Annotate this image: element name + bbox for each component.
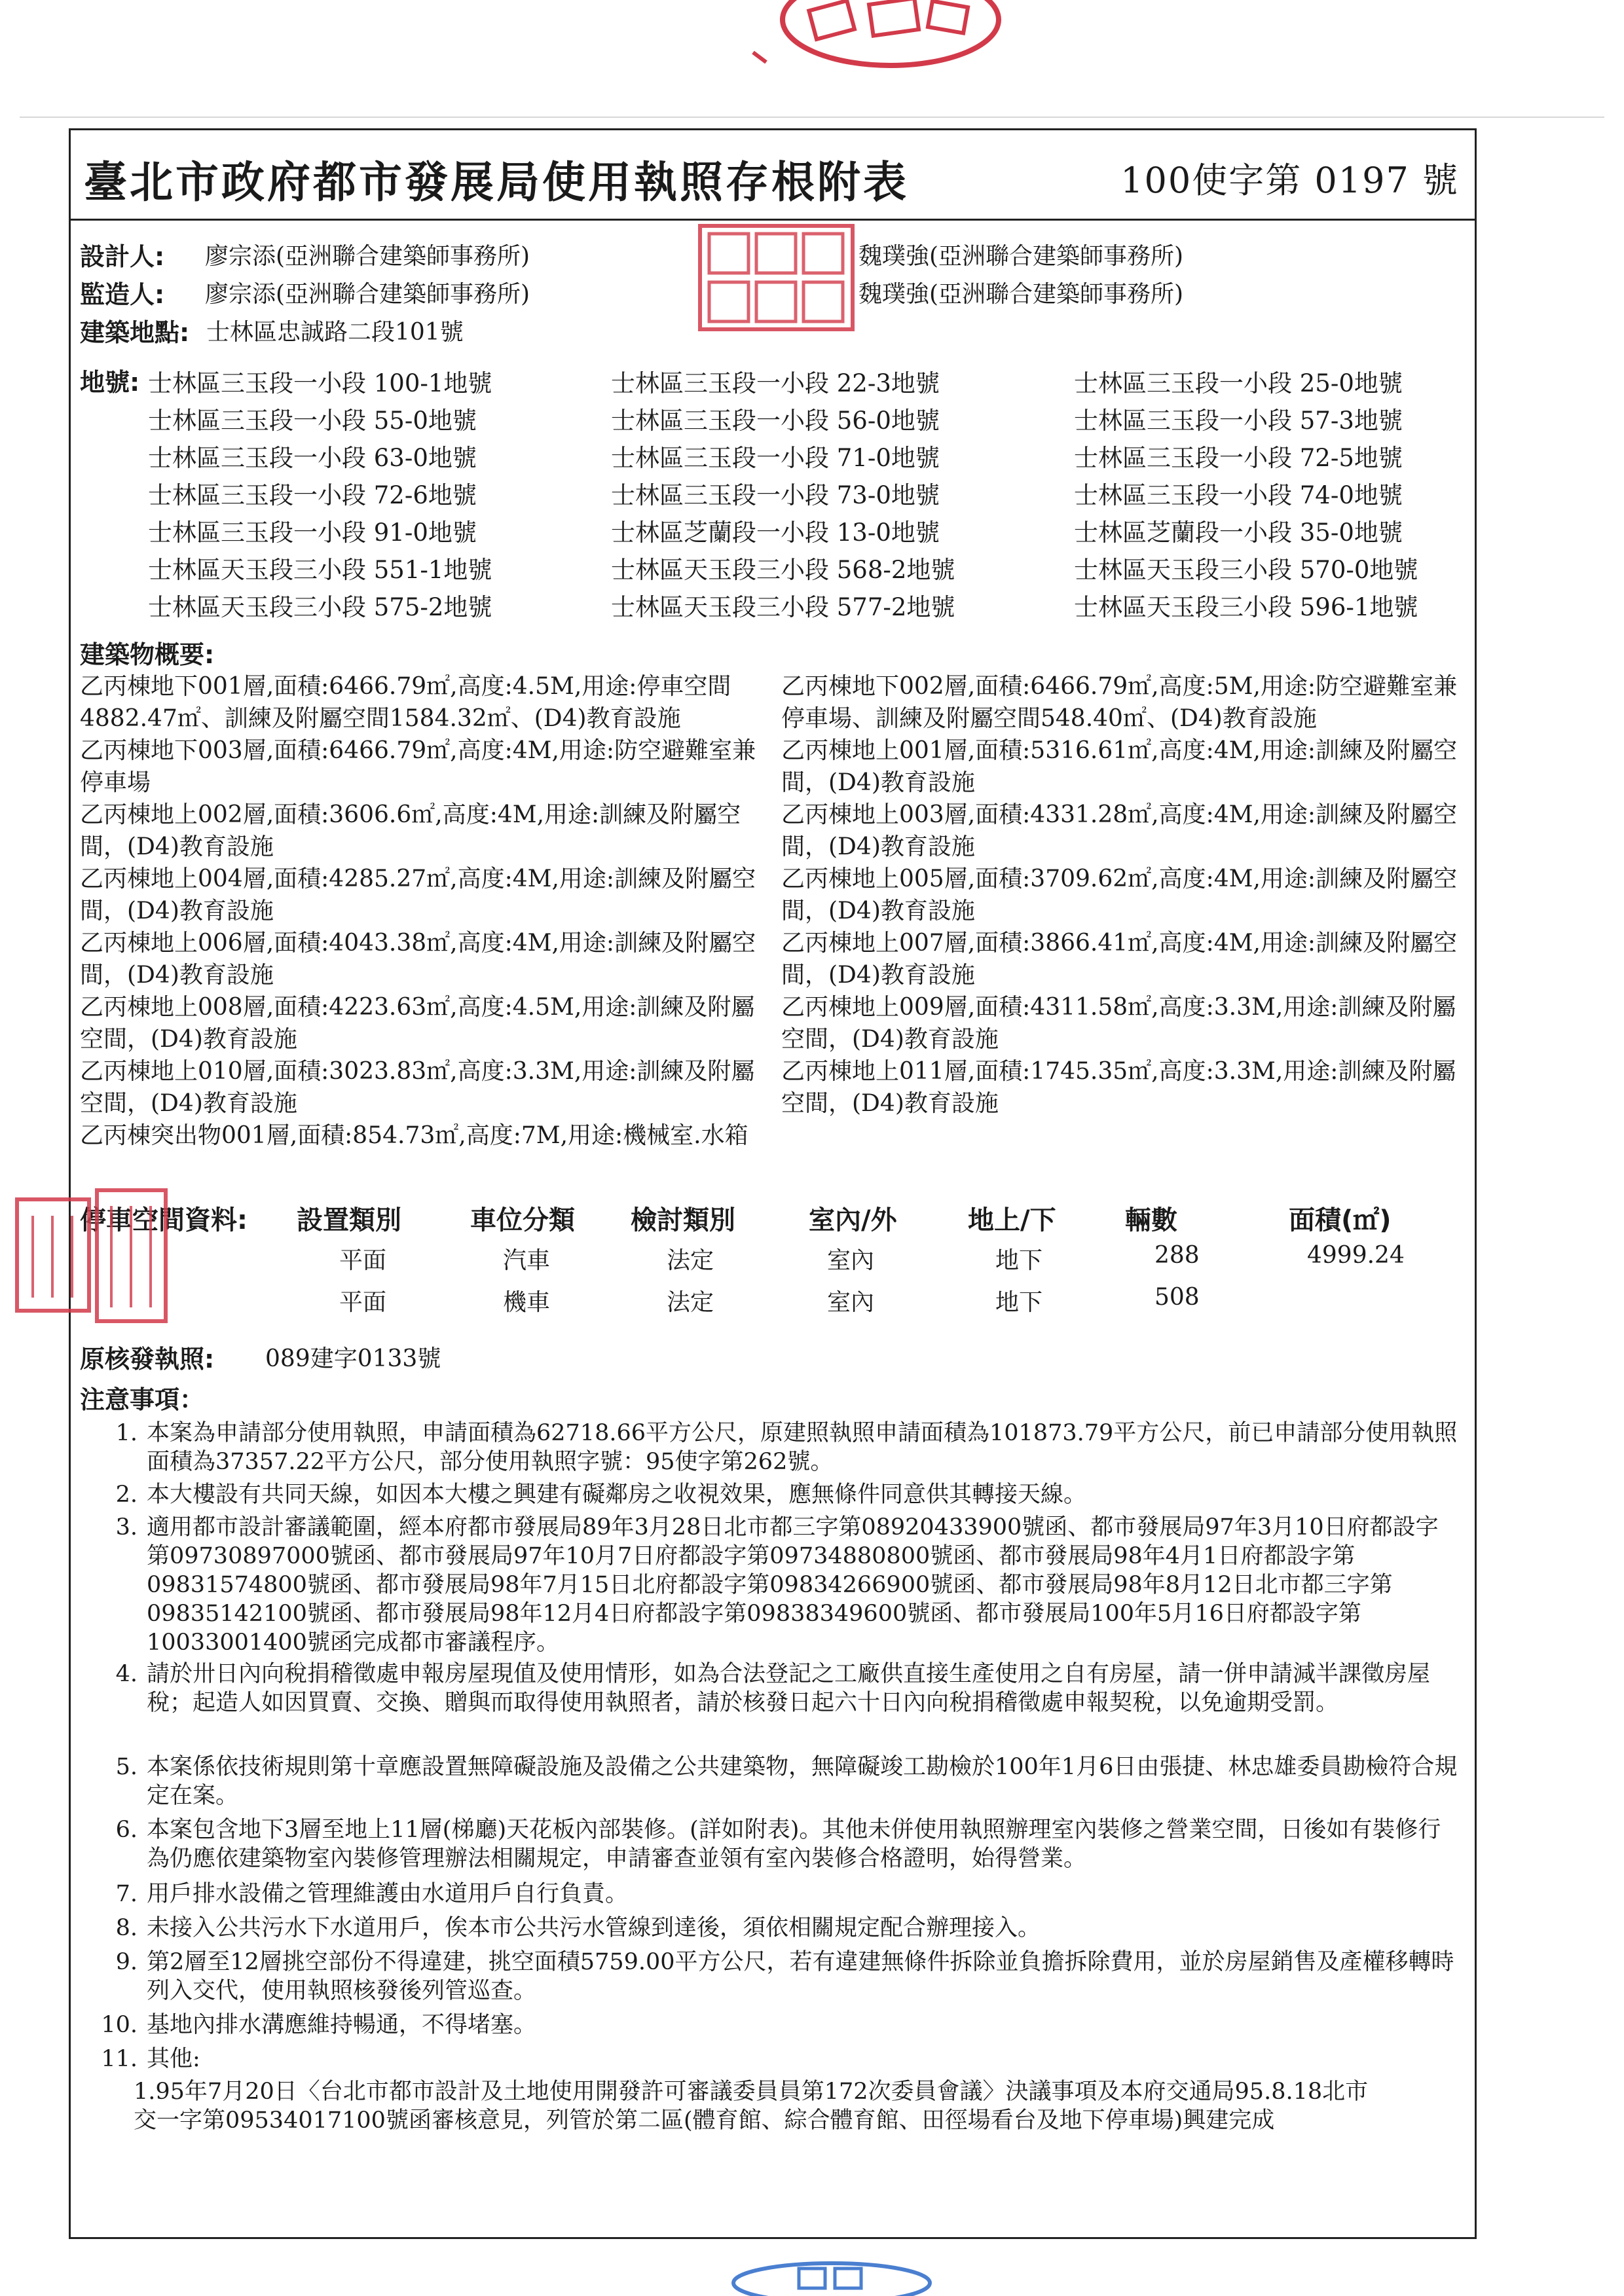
scan-edge-line xyxy=(20,117,1604,118)
lot-item: 士林區三玉段一小段 91-0地號 xyxy=(148,519,477,547)
lot-item: 士林區三玉段一小段 57-3地號 xyxy=(1074,407,1403,435)
building-floor-entry: 乙丙棟地上004層,面積:4285.27㎡,高度:4M,用途:訓練及附屬空間，(D4)教育設施 xyxy=(80,866,756,924)
site-label: 建築地點: xyxy=(80,318,190,347)
building-floor-entry: 乙丙棟地上001層,面積:5316.61㎡,高度:4M,用途:訓練及附屬空間，(D4)教育設施 xyxy=(781,737,1458,796)
parking-cell: 地下 xyxy=(995,1247,1043,1274)
document-frame xyxy=(69,128,1477,2239)
lot-item: 士林區三玉段一小段 56-0地號 xyxy=(611,407,940,435)
parking-header: 面積(㎡) xyxy=(1289,1205,1392,1235)
lot-item: 士林區三玉段一小段 73-0地號 xyxy=(611,481,940,509)
note-text: 本案包含地下3層至地上11層(梯廳)天花板內部裝修。(詳如附表)。其他未併使用執照辦理室內裝修之營業空間，日後如有裝修行為仍應依建築物室內裝修管理辦法相關規定，申請審查並領有室內裝修合格證明，始得營業。 xyxy=(147,1817,1441,1872)
top-red-seal-fragment xyxy=(740,0,1002,72)
page-title: 臺北市政府都市發展局使用執照存根附表 xyxy=(84,156,909,208)
title-row xyxy=(71,130,1475,221)
building-floor-entry: 乙丙棟地下002層,面積:6466.79㎡,高度:5M,用途:防空避難室兼停車場、訓練及附屬空間548.40㎡、(D4)教育設施 xyxy=(781,673,1458,732)
note-number: 11. xyxy=(101,2046,138,2072)
parking-cell: 地下 xyxy=(995,1289,1043,1316)
parking-cell: 508 xyxy=(1154,1284,1200,1311)
lot-item: 士林區天玉段三小段 551-1地號 xyxy=(148,556,492,584)
building-floor-entry: 乙丙棟地上005層,面積:3709.62㎡,高度:4M,用途:訓練及附屬空間，(D4)教育設施 xyxy=(781,866,1458,924)
parking-cell: 4999.24 xyxy=(1307,1242,1405,1269)
lot-item: 士林區三玉段一小段 72-6地號 xyxy=(148,481,477,509)
notes-label: 注意事項： xyxy=(80,1385,205,1414)
lot-item: 士林區芝蘭段一小段 35-0地號 xyxy=(1074,519,1403,547)
note-number: 4. xyxy=(115,1661,138,1687)
note-item xyxy=(96,1480,1458,1509)
building-floor-entry: 乙丙棟地上010層,面積:3023.83㎡,高度:3.3M,用途:訓練及附屬空間，(D4)教育設施 xyxy=(80,1058,755,1117)
note-text: 基地內排水溝應維持暢通，不得堵塞。 xyxy=(147,2012,537,2038)
building-floor-entry: 乙丙棟地上009層,面積:4311.58㎡,高度:3.3M,用途:訓練及附屬空間，(D4)教育設施 xyxy=(781,994,1456,1053)
building-floor-entry: 乙丙棟地下001層,面積:6466.79㎡,高度:4.5M,用途:停車空間4882.47㎡、訓練及附屬空間1584.32㎡、(D4)教育設施 xyxy=(80,673,731,732)
supervisor-1: 廖宗添(亞洲聯合建築師事務所) xyxy=(205,281,530,308)
lot-item: 士林區芝蘭段一小段 13-0地號 xyxy=(611,519,940,547)
parking-cell: 室內 xyxy=(827,1289,875,1316)
parking-cell: 288 xyxy=(1154,1242,1200,1269)
lot-item: 士林區三玉段一小段 74-0地號 xyxy=(1074,481,1403,509)
note-item xyxy=(96,2011,1458,2039)
lot-item: 士林區天玉段三小段 568-2地號 xyxy=(611,556,955,584)
parking-cell: 法定 xyxy=(667,1289,714,1316)
note-text: 未接入公共污水下水道用戶，俟本市公共污水管線到達後，須依相關規定配合辦理接入。 xyxy=(147,1915,1041,1941)
building-floor-entry: 乙丙棟地上008層,面積:4223.63㎡,高度:4.5M,用途:訓練及附屬空間，(D4)教育設施 xyxy=(80,994,755,1053)
lot-item: 士林區三玉段一小段 22-3地號 xyxy=(611,369,940,397)
original-permit-label: 原核發執照: xyxy=(80,1345,215,1374)
lot-item: 士林區天玉段三小段 577-2地號 xyxy=(611,593,955,621)
parking-header: 室內/外 xyxy=(809,1205,897,1235)
lot-item: 士林區三玉段一小段 100-1地號 xyxy=(148,369,492,397)
supervisor-label: 監造人: xyxy=(80,280,165,309)
note-text: 本案為申請部分使用執照，申請面積為62718.66平方公尺，原建照執照申請面積為101873.79平方公尺，前已申請部分使用執照面積為37357.22平方公尺，部分使用執照字號：95使字第262號。 xyxy=(147,1420,1458,1475)
lot-item: 士林區天玉段三小段 596-1地號 xyxy=(1074,593,1418,621)
note-number: 10. xyxy=(101,2012,138,2038)
building-floor-entry: 乙丙棟地下003層,面積:6466.79㎡,高度:4M,用途:防空避難室兼停車場 xyxy=(80,737,756,796)
note-number: 8. xyxy=(115,1915,138,1941)
note-item xyxy=(96,2045,1458,2073)
lots-label: 地號: xyxy=(80,368,140,397)
note-item xyxy=(96,1513,1458,1657)
lot-item: 士林區三玉段一小段 63-0地號 xyxy=(148,444,477,472)
parking-header: 檢討類別 xyxy=(631,1205,735,1235)
note-text: 本大樓設有共同天線，如因本大樓之興建有礙鄰房之收視效果，應無條件同意供其轉接天線。 xyxy=(147,1482,1087,1508)
note-item xyxy=(96,1815,1458,1873)
left-red-seal xyxy=(13,1186,170,1327)
note-number: 1. xyxy=(115,1420,138,1446)
permit-number: 100使字第 0197 號 xyxy=(1120,160,1459,201)
site-address: 士林區忠誠路二段101號 xyxy=(206,319,464,346)
lot-item: 士林區三玉段一小段 72-5地號 xyxy=(1074,444,1403,472)
note-item xyxy=(96,1753,1458,1810)
lot-item: 士林區天玉段三小段 575-2地號 xyxy=(148,593,492,621)
note-number: 6. xyxy=(115,1817,138,1843)
building-floor-entry: 乙丙棟地上007層,面積:3866.41㎡,高度:4M,用途:訓練及附屬空間，(D4)教育設施 xyxy=(781,930,1458,989)
building-floor-entry: 乙丙棟突出物001層,面積:854.73㎡,高度:7M,用途:機械室.水箱 xyxy=(80,1122,748,1149)
note-number: 3. xyxy=(115,1514,138,1540)
building-label: 建築物概要: xyxy=(80,640,215,669)
parking-cell: 平面 xyxy=(339,1289,387,1316)
designer-label: 設計人: xyxy=(80,242,165,271)
architect-seal xyxy=(696,222,857,333)
note-text: 本案係依技術規則第十章應設置無障礙設施及設備之公共建築物，無障礙竣工勘檢於100年1月6日由張捷、林忠雄委員勘檢符合規定在案。 xyxy=(147,1754,1458,1809)
lot-item: 士林區三玉段一小段 55-0地號 xyxy=(148,407,477,435)
lot-item: 士林區天玉段三小段 570-0地號 xyxy=(1074,556,1418,584)
note-item xyxy=(96,1948,1458,2005)
note-text: 其他: xyxy=(147,2046,200,2072)
parking-cell: 法定 xyxy=(667,1247,714,1274)
note-number: 7. xyxy=(115,1881,138,1907)
designer-1: 廖宗添(亞洲聯合建築師事務所) xyxy=(205,243,530,270)
parking-header: 車位分類 xyxy=(470,1205,575,1235)
parking-header: 設置類別 xyxy=(297,1205,401,1235)
note-text: 請於卅日內向稅捐稽徵處申報房屋現值及使用情形，如為合法登記之工廠供直接生產使用之自有房屋，請一併申請減半課徵房屋稅；起造人如因買賣、交換、贈與而取得使用執照者，請於核發日起六十日內向稅捐稽徵處申報契稅，以免逾期受罰。 xyxy=(147,1661,1431,1716)
original-permit-value: 089建字0133號 xyxy=(265,1345,441,1372)
note-11-detail: 1.95年7月20日〈台北市都市設計及土地使用開發許可審議委員員第172次委員會議〉決議事項及本府交通局95.8.18北市交一字第09534017100號函審核意見，列管於第二區(體育館、綜合體育館、田徑場看台及地下停車場)興建完成 xyxy=(134,2079,1369,2134)
parking-cell: 室內 xyxy=(827,1247,875,1274)
building-floor-entry: 乙丙棟地上011層,面積:1745.35㎡,高度:3.3M,用途:訓練及附屬空間，(D4)教育設施 xyxy=(781,1058,1456,1117)
note-text: 第2層至12層挑空部份不得違建，挑空面積5759.00平方公尺，若有違建無條件拆除並負擔拆除費用，並於房屋銷售及產權移轉時列入交代，使用執照核發後列管巡查。 xyxy=(147,1949,1454,2004)
note-number: 5. xyxy=(115,1754,138,1780)
note-item xyxy=(96,1660,1458,1717)
parking-header: 輛數 xyxy=(1125,1205,1177,1235)
note-text: 用戶排水設備之管理維護由水道用戶自行負責。 xyxy=(147,1881,629,1907)
note-number: 9. xyxy=(115,1949,138,1975)
building-floor-entry: 乙丙棟地上003層,面積:4331.28㎡,高度:4M,用途:訓練及附屬空間，(D4)教育設施 xyxy=(781,801,1458,860)
parking-label: 停車空間資料: xyxy=(80,1205,248,1235)
note-text: 適用都市設計審議範圍，經本府都市發展局89年3月28日北市都三字第08920433900號函、都市發展局97年3月10日府都設字第09730897000號函、都市發展局97年10月7日府都設字第09734880800號函、都市發展局98年4月1日府都設字第09831574800號函、都市發展局98年7月15日北府都設字第09834266900號函、都市發展局98年8月12日北市都三字第09835142100號函、都市發展局98年12月4日府都設字第09838349600號函、都市發展局100年5月16日府都設字第10033001400號函完成都市審議程序。 xyxy=(147,1514,1439,1656)
lot-item: 士林區三玉段一小段 71-0地號 xyxy=(611,444,940,472)
designer-2: 魏璞強(亞洲聯合建築師事務所) xyxy=(858,243,1184,270)
parking-cell: 機車 xyxy=(503,1289,551,1316)
supervisor-2: 魏璞強(亞洲聯合建築師事務所) xyxy=(858,281,1184,308)
note-item xyxy=(96,1419,1458,1476)
lot-item: 士林區三玉段一小段 25-0地號 xyxy=(1074,369,1403,397)
building-floor-entry: 乙丙棟地上002層,面積:3606.6㎡,高度:4M,用途:訓練及附屬空間，(D4)教育設施 xyxy=(80,801,741,860)
parking-cell: 汽車 xyxy=(503,1247,551,1274)
bottom-blue-seal-fragment xyxy=(727,2255,936,2296)
parking-header: 地上/下 xyxy=(968,1205,1056,1235)
note-item xyxy=(96,1880,1458,1908)
parking-cell: 平面 xyxy=(339,1247,387,1274)
building-floor-entry: 乙丙棟地上006層,面積:4043.38㎡,高度:4M,用途:訓練及附屬空間，(D4)教育設施 xyxy=(80,930,756,989)
note-item xyxy=(96,1914,1458,1942)
note-number: 2. xyxy=(115,1482,138,1508)
